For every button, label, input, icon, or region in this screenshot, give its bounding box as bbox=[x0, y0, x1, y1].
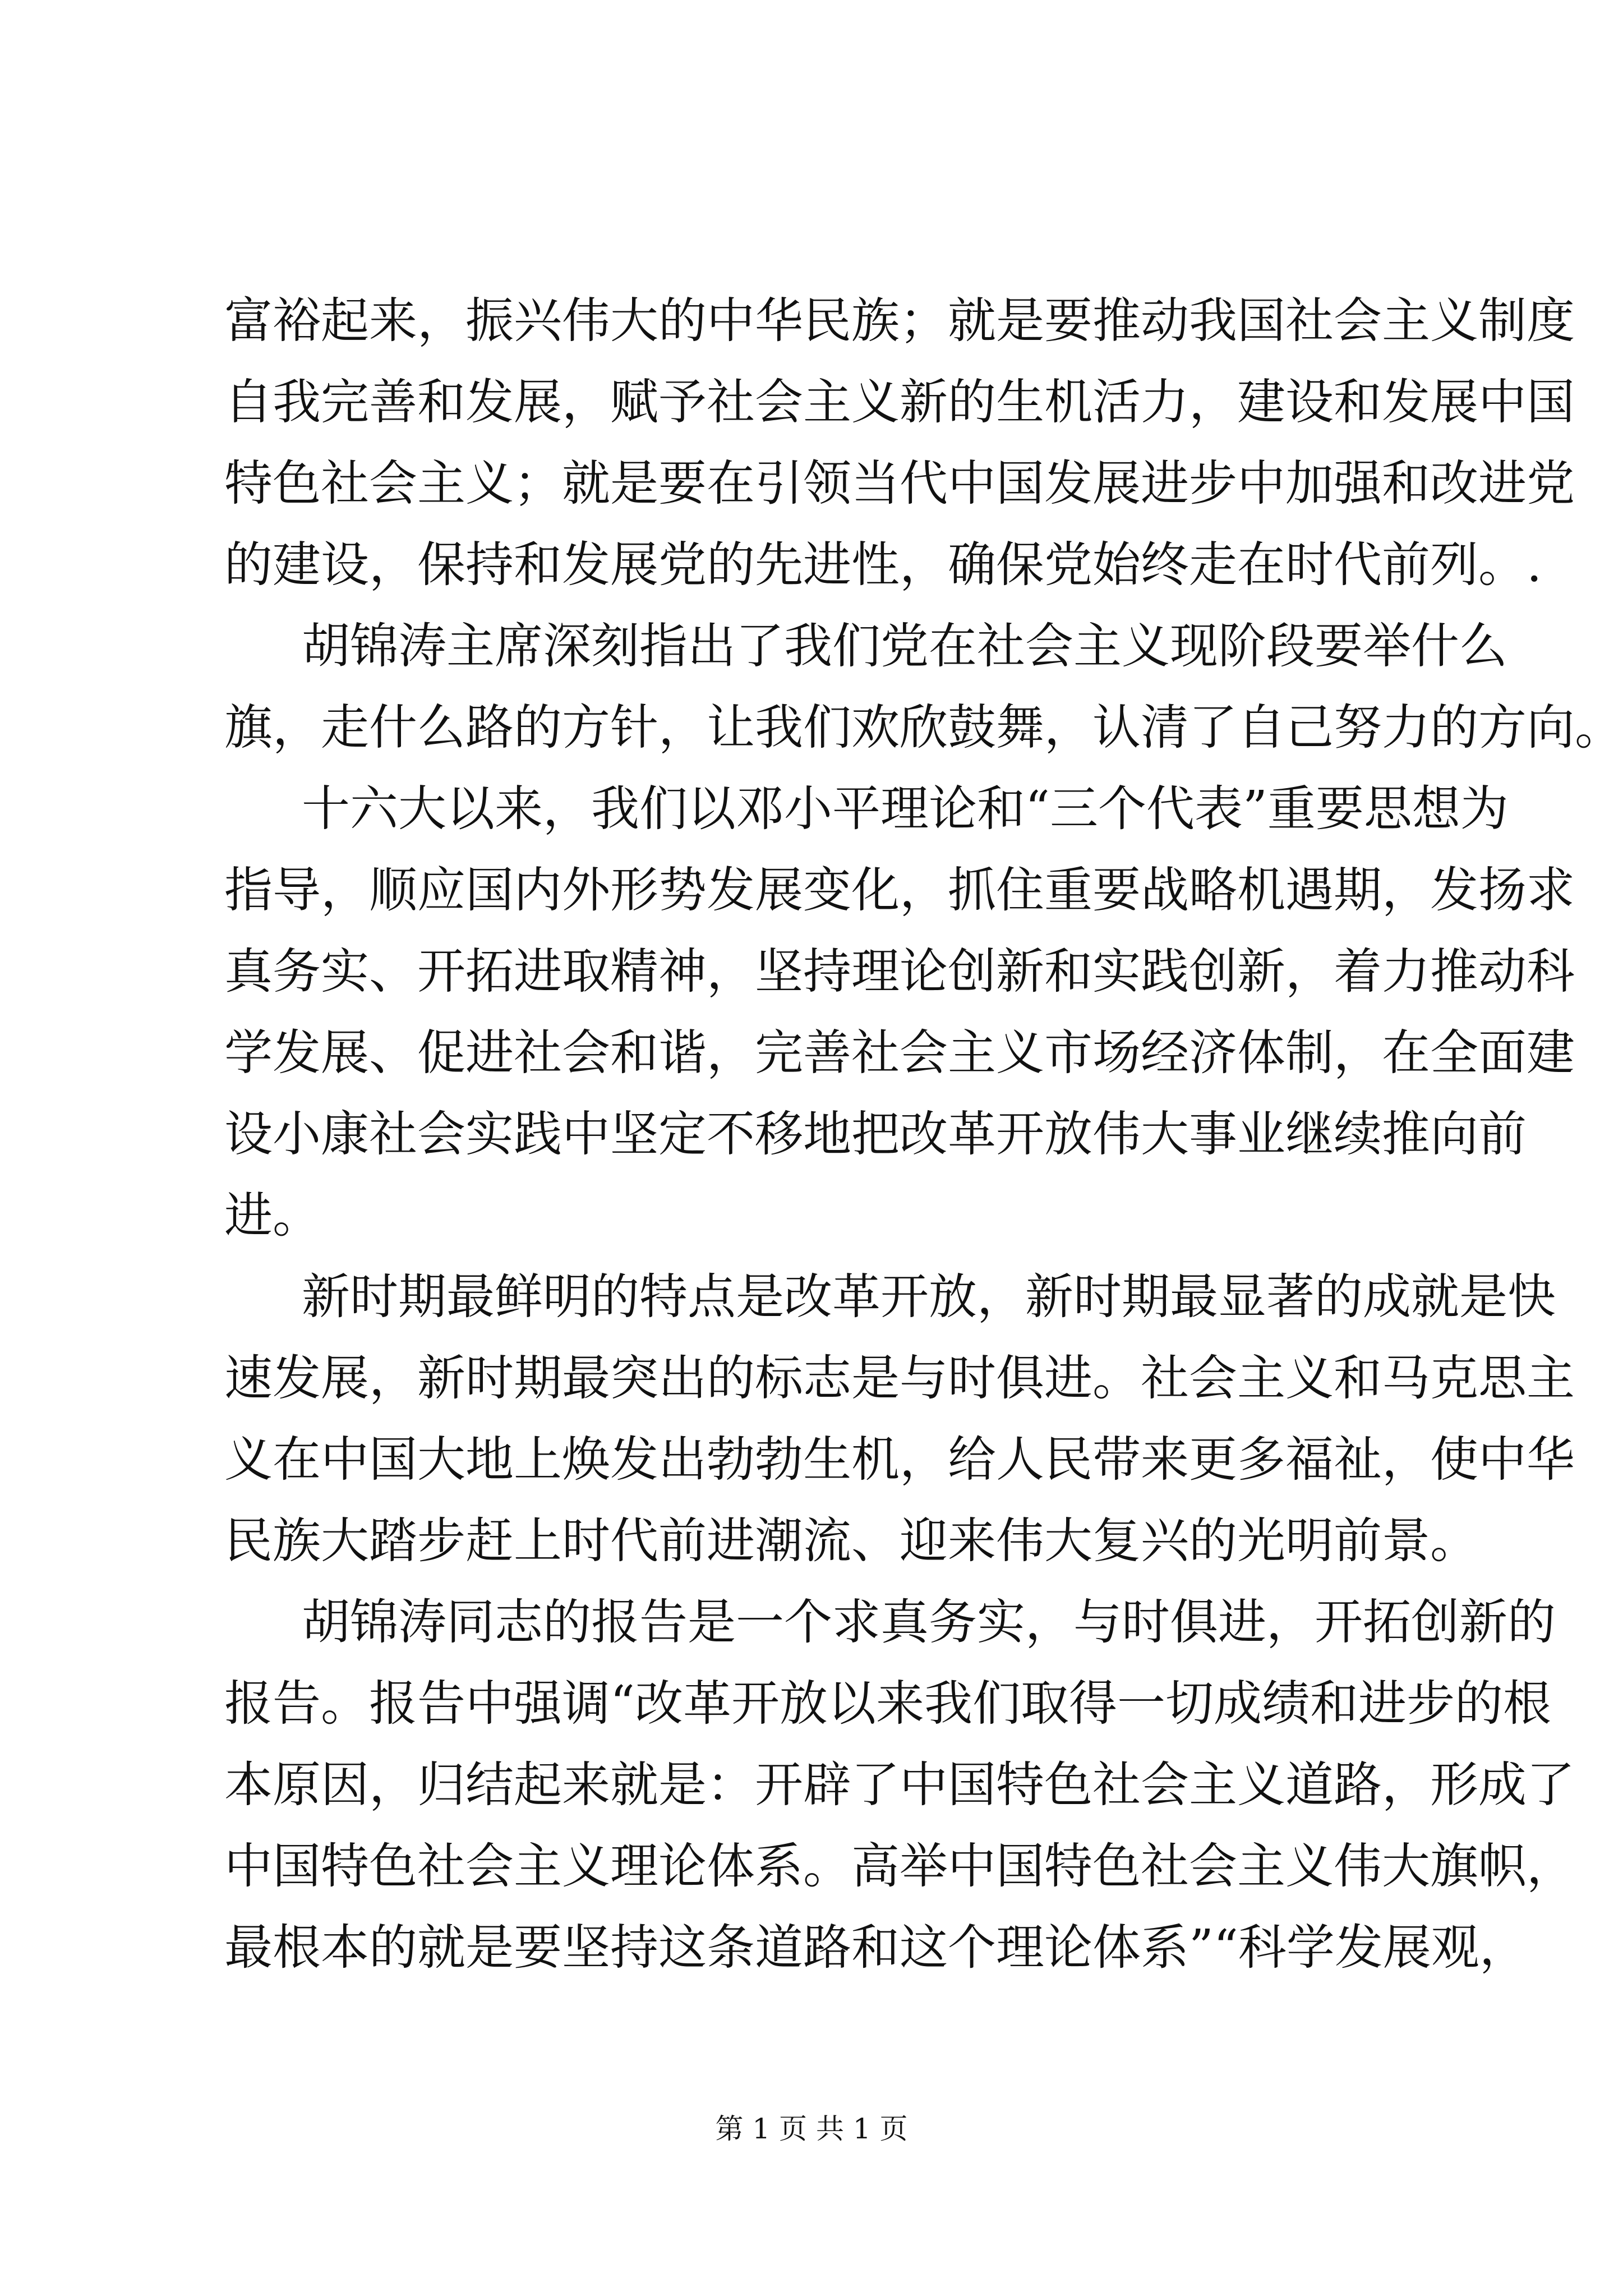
paragraph-line: 速发展，新时期最突出的标志是与时俱进。社会主义和马克思主 bbox=[224, 1350, 1575, 1406]
paragraph-line: 最根本的就是要坚持这条道路和这个理论体系”“科学发展观， bbox=[224, 1920, 1528, 1976]
paragraph-line: 胡锦涛主席深刻指出了我们党在社会主义现阶段要举什么 bbox=[302, 618, 1507, 674]
paragraph-line: 学发展、促进社会和谐，完善社会主义市场经济体制，在全面建 bbox=[224, 1025, 1575, 1081]
paragraph-line: 设小康社会实践中坚定不移地把改革开放伟大事业继续推向前 bbox=[224, 1106, 1527, 1162]
paragraph-line: 中国特色社会主义理论体系。高举中国特色社会主义伟大旗帜， bbox=[224, 1838, 1575, 1894]
document-body bbox=[224, 280, 1623, 1989]
paragraph-line: 指导，顺应国内外形势发展变化，抓住重要战略机遇期，发扬求 bbox=[224, 862, 1575, 918]
paragraph-line: 报告。报告中强调“改革开放以来我们取得一切成绩和进步的根 bbox=[224, 1676, 1551, 1732]
paragraph-line: 新时期最鲜明的特点是改革开放，新时期最显著的成就是快 bbox=[302, 1269, 1556, 1325]
paragraph-line: 义在中国大地上焕发出勃勃生机，给人民带来更多福祉，使中华 bbox=[224, 1432, 1575, 1488]
paragraph-line: 进。 bbox=[224, 1188, 321, 1244]
page-footer: 第 1 页 共 1 页 bbox=[715, 2113, 908, 2145]
paragraph-line: 富裕起来，振兴伟大的中华民族；就是要推动我国社会主义制度 bbox=[224, 293, 1575, 349]
paragraph-line: 本原因，归结起来就是：开辟了中国特色社会主义道路，形成了 bbox=[224, 1757, 1575, 1813]
paragraph-line: 十六大以来，我们以邓小平理论和“三个代表”重要思想为 bbox=[302, 781, 1509, 837]
paragraph-line: 胡锦涛同志的报告是一个求真务实，与时俱进，开拓创新的 bbox=[302, 1594, 1556, 1650]
paragraph-line: 的建设，保持和发展党的先进性，确保党始终走在时代前列。. bbox=[224, 537, 1542, 593]
paragraph-line: 真务实、开拓进取精神，坚持理论创新和实践创新，着力推动科 bbox=[224, 944, 1575, 1000]
paragraph-line: 旗，走什么路的方针，让我们欢欣鼓舞，认清了自己努力的方向。 bbox=[224, 700, 1623, 756]
paragraph-line: 民族大踏步赶上时代前进潮流、迎来伟大复兴的光明前景。 bbox=[224, 1513, 1478, 1569]
paragraph-line: 自我完善和发展，赋予社会主义新的生机活力，建设和发展中国 bbox=[224, 374, 1575, 430]
paragraph-line: 特色社会主义；就是要在引领当代中国发展进步中加强和改进党 bbox=[224, 455, 1575, 512]
